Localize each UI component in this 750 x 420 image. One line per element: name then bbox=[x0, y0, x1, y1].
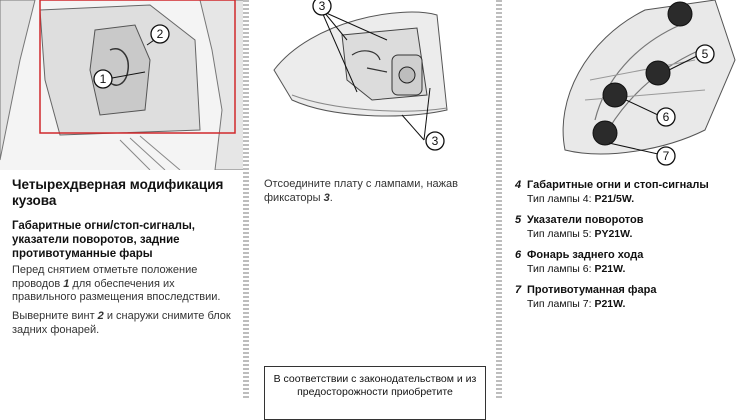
callout-7 bbox=[657, 147, 675, 165]
section-subtitle: Габаритные огни/стоп-сигналы, указатели поворотов, задние противотуманные фары bbox=[12, 220, 195, 260]
svg-text:3: 3 bbox=[318, 0, 326, 13]
callout-3-bottom bbox=[426, 132, 444, 150]
list-item: 4 Габаритные огни и стоп-сигналы Тип лампы 4: P21/5W. bbox=[515, 179, 709, 205]
right-column bbox=[505, 0, 750, 400]
legal-note-box: В соответствии с законодательством и из предосторожности приобретите bbox=[264, 366, 486, 420]
lamp-board-illustration bbox=[505, 0, 750, 170]
callout-2 bbox=[151, 25, 169, 43]
callout-5 bbox=[696, 45, 714, 63]
svg-text:3: 3 bbox=[431, 134, 439, 148]
instruction-paragraph-2: Выверните винт 2 и снаружи снимите блок задних фонарей. bbox=[12, 310, 231, 336]
list-item: 7 Противотуманная фара Тип лампы 7: P21W. bbox=[515, 284, 657, 310]
instruction-text: Отсоедините плату с лампами, нажав фиксаторы 3. bbox=[264, 178, 458, 204]
svg-text:6: 6 bbox=[662, 110, 670, 124]
svg-text:2: 2 bbox=[156, 27, 164, 41]
list-item: 5 Указатели поворотов Тип лампы 5: PY21W. bbox=[515, 214, 644, 240]
list-item: 6 Фонарь заднего хода Тип лампы 6: P21W. bbox=[515, 249, 644, 275]
instruction-paragraph-1: Перед снятием отметьте положение проводов 1 для обеспечения их правильного размещения впоследствии. bbox=[12, 264, 221, 303]
column-divider-left bbox=[243, 0, 249, 400]
svg-text:5: 5 bbox=[701, 47, 709, 61]
left-column bbox=[0, 0, 245, 400]
callout-3-top bbox=[313, 0, 331, 15]
column-divider-right bbox=[496, 0, 502, 400]
callout-1 bbox=[94, 70, 112, 88]
svg-text:7: 7 bbox=[662, 149, 670, 163]
lamp-list bbox=[515, 178, 745, 318]
callout-6 bbox=[657, 108, 675, 126]
tail-light-illustration bbox=[252, 0, 492, 165]
svg-text:1: 1 bbox=[99, 72, 107, 86]
middle-column bbox=[252, 0, 492, 400]
trunk-illustration bbox=[0, 0, 245, 170]
section-title: Четырехдверная модификация кузова bbox=[12, 177, 224, 208]
